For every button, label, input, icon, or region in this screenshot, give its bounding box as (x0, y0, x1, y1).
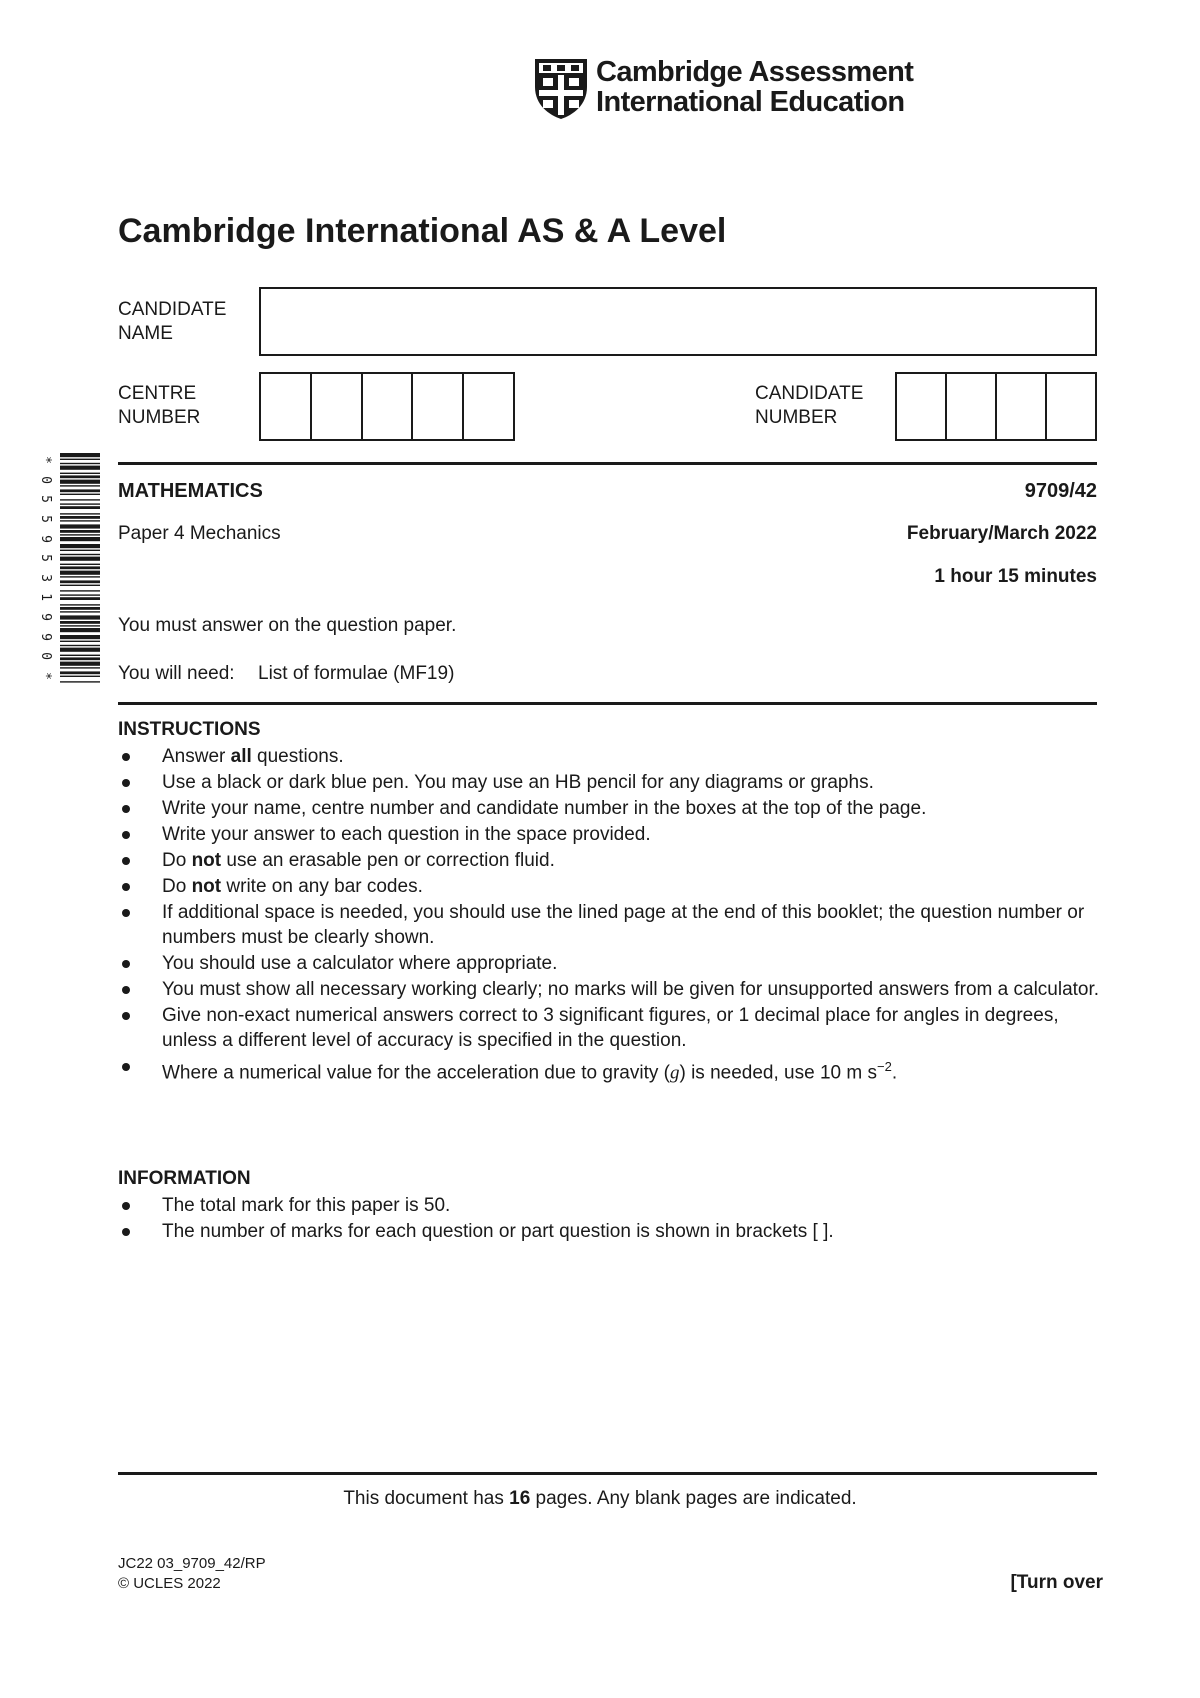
gravity-symbol: g (669, 1062, 680, 1084)
barcode-bar (60, 459, 100, 460)
bullet-icon (122, 960, 130, 968)
barcode-bar (60, 537, 100, 541)
centre-number-cell[interactable] (261, 374, 312, 439)
list-item (118, 951, 1103, 976)
item-text: Where a numerical value for the acceleration due to gravity ( (162, 1062, 670, 1084)
barcode-bar (60, 576, 100, 577)
barcode-bar (60, 635, 100, 639)
list-item (118, 796, 1103, 821)
item-text: You should use a calculator where appropriate. (162, 953, 558, 974)
barcode-bar (60, 597, 100, 600)
barcode-bar (60, 607, 100, 610)
syllabus-code: 9709/42 (1024, 480, 1097, 502)
cambridge-shield-crest-icon (533, 57, 589, 121)
item-text: Answer (162, 746, 231, 767)
barcode-digit: 9 (37, 632, 53, 641)
barcode-bar (60, 473, 100, 474)
centre-number-field[interactable] (259, 372, 515, 441)
bullet-icon (122, 805, 130, 813)
item-text: You must show all necessary working clearly; no marks will be given for unsupported answers from a calculator. (162, 979, 1100, 1000)
barcode-bar (60, 594, 100, 595)
list-item (118, 744, 1103, 769)
bullet-icon (122, 1228, 130, 1236)
item-text: questions. (251, 746, 344, 767)
note-text: This document has (343, 1488, 510, 1509)
divider (118, 462, 1097, 465)
item-emphasis: not (191, 850, 222, 871)
bullet-icon (122, 779, 130, 787)
candidate-number-cell[interactable] (947, 374, 997, 439)
bullet-icon (122, 986, 130, 994)
barcode-bar (60, 466, 100, 470)
logo-line-1: Cambridge Assessment (596, 56, 914, 88)
barcode-digit: 0 (37, 652, 53, 661)
barcode-bar (60, 494, 100, 495)
barcode-bar (60, 463, 100, 464)
divider (118, 1472, 1097, 1475)
candidate-name-label: CANDIDATE NAME (118, 299, 227, 344)
barcode (38, 453, 100, 683)
candidate-number-cell[interactable] (1047, 374, 1095, 439)
list-item (118, 1193, 1103, 1218)
note-text: pages. Any blank pages are indicated. (530, 1488, 857, 1509)
bullet-icon (122, 1012, 130, 1020)
barcode-bar (60, 489, 100, 492)
barcode-bar (60, 516, 100, 519)
copyright: © UCLES 2022 (118, 1575, 221, 1592)
bullet-icon (122, 883, 130, 891)
item-text: If additional space is needed, you should use the lined page at the end of this booklet; the question number or numbers must be clearly shown. (162, 902, 1085, 948)
list-item (118, 874, 1103, 899)
bullet-icon (122, 1202, 130, 1210)
list-item (118, 1003, 1103, 1053)
item-text: Write your answer to each question in the space provided. (162, 824, 651, 845)
barcode-bar (60, 550, 100, 551)
barcode-bar (60, 554, 100, 555)
item-text: Do (162, 876, 192, 897)
bullet-icon (122, 1063, 130, 1071)
barcode-bar (60, 564, 100, 565)
superscript: −2 (876, 1059, 892, 1074)
barcode-bar (60, 645, 100, 646)
page-count-note (0, 1488, 1200, 1510)
barcode-digits (38, 453, 52, 683)
subject: MATHEMATICS (118, 480, 263, 502)
list-item (118, 1054, 1103, 1085)
centre-number-cell[interactable] (312, 374, 363, 439)
bullet-icon (122, 831, 130, 839)
barcode-digit: 5 (37, 554, 53, 563)
information-list (118, 1193, 1103, 1245)
barcode-bar (60, 590, 100, 591)
barcode-bar (60, 611, 100, 612)
item-text: write on any bar codes. (221, 876, 423, 897)
barcode-bar (60, 453, 100, 457)
candidate-number-label: CANDIDATE NUMBER (755, 383, 864, 428)
barcode-bar (60, 657, 100, 660)
barcode-digit: 0 (37, 475, 53, 484)
candidate-number-field[interactable] (895, 372, 1097, 441)
candidate-number-cell[interactable] (997, 374, 1047, 439)
centre-number-cell[interactable] (464, 374, 513, 439)
barcode-bar (60, 628, 100, 632)
barcode-bar (60, 604, 100, 605)
list-item (118, 770, 1103, 795)
barcode-bar (60, 480, 100, 484)
barcode-bar (60, 513, 100, 514)
barcode-bars (60, 453, 100, 683)
list-item (118, 848, 1103, 873)
bullet-icon (122, 909, 130, 917)
candidate-name-field[interactable] (259, 287, 1097, 356)
list-item (118, 1219, 1103, 1244)
turn-over-label: [Turn over (1010, 1572, 1103, 1593)
item-emphasis: all (230, 746, 252, 767)
item-text: Do (162, 850, 192, 871)
barcode-bar (60, 676, 100, 677)
barcode-bar (60, 485, 100, 486)
bullet-icon (122, 857, 130, 865)
information-heading: INFORMATION (118, 1168, 251, 1189)
cambridge-logo (533, 57, 913, 121)
item-text: ) is needed, use 10 m s (679, 1062, 877, 1084)
exam-duration: 1 hour 15 minutes (934, 566, 1097, 587)
reference-code: JC22 03_9709_42/RP (118, 1555, 266, 1572)
instructions-heading: INSTRUCTIONS (118, 719, 261, 740)
barcode-bar (60, 499, 100, 500)
barcode-bar (60, 506, 100, 509)
centre-number-cell[interactable] (363, 374, 414, 439)
barcode-digit: 3 (37, 573, 53, 582)
item-text: Use a black or dark blue pen. You may use an HB pencil for any diagrams or graphs. (162, 772, 874, 793)
you-will-need-label: You will need: (118, 663, 235, 684)
barcode-bar (60, 557, 100, 561)
barcode-bar (60, 544, 100, 548)
item-text: Write your name, centre number and candidate number in the boxes at the top of the page. (162, 798, 927, 819)
instructions-list (118, 744, 1103, 1086)
barcode-bar (60, 503, 100, 504)
paper-name: Paper 4 Mechanics (118, 523, 281, 544)
logo-line-2: International Education (596, 86, 905, 118)
document-reference (118, 1554, 266, 1594)
answer-instruction: You must answer on the question paper. (118, 615, 457, 636)
you-will-need-value: List of formulae (MF19) (258, 663, 455, 684)
barcode-bar (60, 655, 100, 656)
barcode-digit: 5 (37, 514, 53, 523)
barcode-bar (60, 534, 100, 535)
item-text: The total mark for this paper is 50. (162, 1195, 451, 1216)
item-text: use an erasable pen or correction fluid. (221, 850, 555, 871)
list-item (118, 977, 1103, 1002)
divider (118, 702, 1097, 705)
barcode-bar (60, 475, 100, 478)
barcode-bar (60, 580, 100, 583)
barcode-bar (60, 671, 100, 674)
barcode-bar (60, 585, 100, 586)
barcode-digit: 5 (37, 495, 53, 504)
barcode-bar (60, 566, 100, 569)
qualification-title: Cambridge International AS & A Level (118, 212, 727, 250)
item-text: . (891, 1062, 898, 1084)
candidate-number-cell[interactable] (897, 374, 947, 439)
bullet-icon (122, 753, 130, 761)
barcode-bar (60, 571, 100, 575)
barcode-bar (60, 667, 100, 668)
barcode-bar (60, 621, 100, 624)
barcode-bar (60, 662, 100, 666)
list-item (118, 822, 1103, 847)
barcode-bar (60, 530, 100, 533)
list-item (118, 900, 1103, 950)
item-emphasis: not (191, 876, 222, 897)
centre-number-cell[interactable] (413, 374, 464, 439)
exam-session: February/March 2022 (906, 523, 1097, 544)
barcode-digit: * (37, 671, 53, 680)
barcode-bar (60, 641, 100, 642)
barcode-bar (60, 524, 100, 528)
barcode-bar (60, 520, 100, 521)
barcode-digit: * (37, 456, 53, 464)
barcode-bar (60, 681, 100, 682)
page-count: 16 (509, 1488, 531, 1509)
barcode-bar (60, 615, 100, 619)
barcode-bar (60, 648, 100, 652)
barcode-bar (60, 625, 100, 626)
barcode-digit: 9 (37, 534, 53, 543)
barcode-digit: 9 (37, 613, 53, 621)
item-text: The number of marks for each question or part question is shown in brackets [ ]. (162, 1221, 834, 1242)
barcode-digit: 1 (37, 593, 53, 602)
item-text: Give non-exact numerical answers correct to 3 significant figures, or 1 decimal place for angles in degrees, unless a different level of accuracy is specified in the question. (162, 1005, 1059, 1051)
centre-number-label: CENTRE NUMBER (118, 383, 201, 428)
